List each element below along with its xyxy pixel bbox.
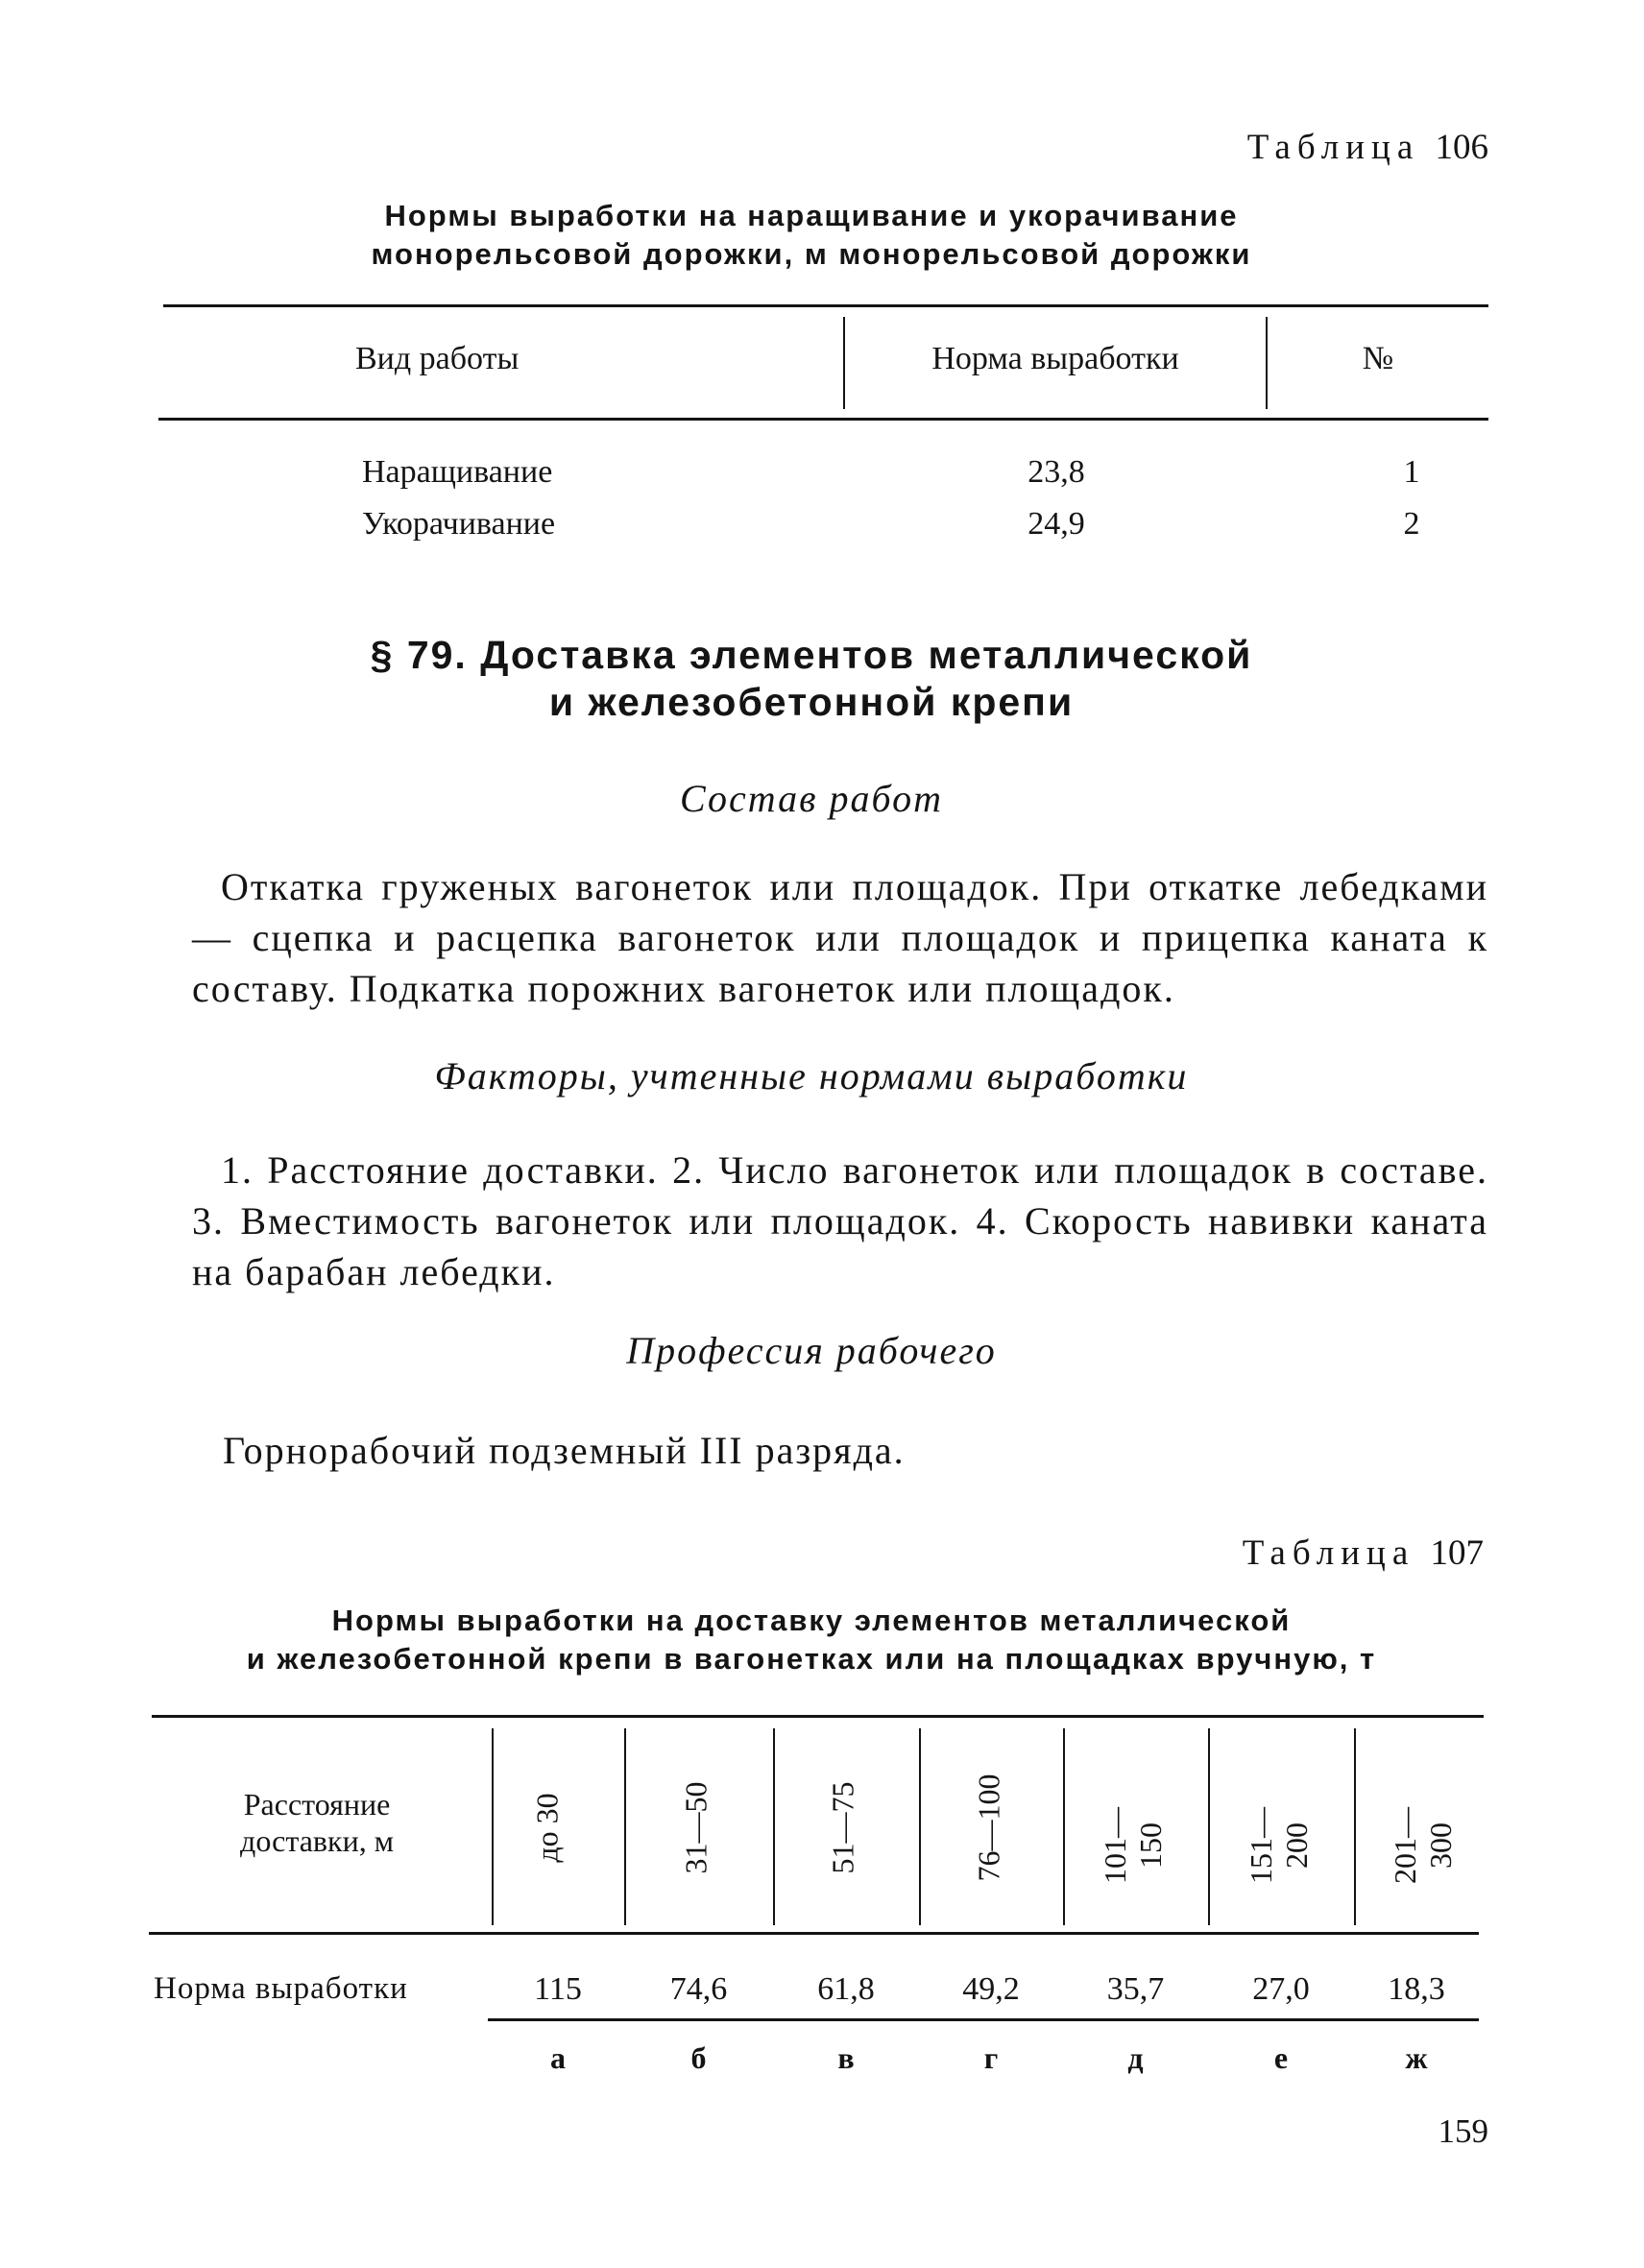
distance-col-1: до 30 — [529, 1793, 565, 1863]
column-letter-2: б — [690, 2040, 707, 2075]
section-heading: § 79. Доставка элементов металлической и железобетонной крепи — [370, 633, 1253, 724]
profession-title: Профессия рабочего — [626, 1329, 997, 1372]
table-107-title: Нормы выработки на доставку элементов металлической и железобетонной крепи в вагонетках или на площадках вручную, т — [246, 1604, 1377, 1676]
column-letter-5: д — [1127, 2040, 1144, 2075]
norm-row-label: Норма выработки — [154, 1971, 408, 2006]
table-106-header-number: № — [1362, 341, 1394, 376]
norm-value-4: 49,2 — [962, 1971, 1020, 2007]
table-107-divider-7 — [1354, 1728, 1356, 1925]
distance-col-3: 51—75 — [825, 1781, 860, 1874]
column-letter-6: е — [1273, 2040, 1289, 2075]
table-107-label: Таблица 107 — [1242, 1533, 1484, 1573]
composition-title: Состав работ — [680, 777, 943, 820]
distance-col-7: 201—300 — [1388, 1807, 1458, 1884]
table-106-row2-norm: 24,9 — [1028, 506, 1085, 542]
norm-value-1: 115 — [534, 1971, 582, 2007]
table-107-header-rule — [149, 1932, 1479, 1935]
table-106-header-rule — [158, 418, 1488, 421]
norm-value-7: 18,3 — [1388, 1971, 1445, 2007]
table-106-header-norm: Норма выработки — [931, 341, 1179, 376]
table-106-label: Таблица 106 — [1246, 128, 1488, 167]
distance-col-4: 76—100 — [971, 1773, 1006, 1882]
table-107-bottom-rule — [488, 2018, 1479, 2021]
norm-value-6: 27,0 — [1252, 1971, 1310, 2007]
distance-col-6: 151—200 — [1244, 1807, 1314, 1884]
table-106-row1-number: 1 — [1403, 454, 1420, 490]
table-107-divider-3 — [773, 1728, 775, 1925]
profession-text: Горнорабочий подземный III разряда. — [223, 1429, 906, 1472]
table-107-top-rule — [152, 1715, 1484, 1718]
table-107-divider-2 — [624, 1728, 626, 1925]
factors-title: Факторы, учтенные нормами выработки — [434, 1054, 1189, 1098]
table-107-row-header: Расстояние доставки, м — [240, 1787, 394, 1858]
table-107-divider-6 — [1208, 1728, 1210, 1925]
norm-value-3: 61,8 — [817, 1971, 875, 2007]
table-107-divider-5 — [1063, 1728, 1065, 1925]
table-107-divider-1 — [492, 1728, 494, 1925]
norm-value-2: 74,6 — [669, 1971, 728, 2007]
table-107-divider-4 — [919, 1728, 921, 1925]
table-106-row1-norm: 23,8 — [1028, 454, 1085, 490]
distance-col-5: 101—150 — [1098, 1807, 1168, 1884]
column-letter-4: г — [983, 2040, 999, 2075]
page-number: 159 — [1438, 2112, 1488, 2150]
column-letter-1: а — [550, 2040, 566, 2075]
table-106-title: Нормы выработки на наращивание и укорачивание монорельсовой дорожки, м монорельсовой дорожки — [371, 199, 1252, 271]
table-106-row1-work: Наращивание — [362, 454, 553, 490]
table-106-header-work: Вид работы — [355, 341, 520, 376]
table-106-row2-number: 2 — [1403, 506, 1420, 542]
factors-text: 1. Расстояние доставки. 2. Число вагонеток или площадок в составе. 3. Вместимость вагонеток или площадок. 4. Скорость навивки каната на барабан лебедки. — [192, 1148, 1488, 1293]
table-106-top-rule — [163, 304, 1488, 307]
distance-col-2: 31—50 — [678, 1781, 713, 1874]
composition-text: Откатка груженых вагонеток или площадок. При откатке лебедками — сцепка и расцепка вагонеток или площадок и прицепка каната к составу. Подкатка порожних вагонеток или площадок. — [192, 865, 1488, 1010]
column-letter-3: в — [837, 2040, 855, 2075]
table-106-row2-work: Укорачивание — [362, 506, 556, 542]
norm-value-5: 35,7 — [1106, 1971, 1165, 2007]
column-letter-7: ж — [1405, 2040, 1428, 2075]
